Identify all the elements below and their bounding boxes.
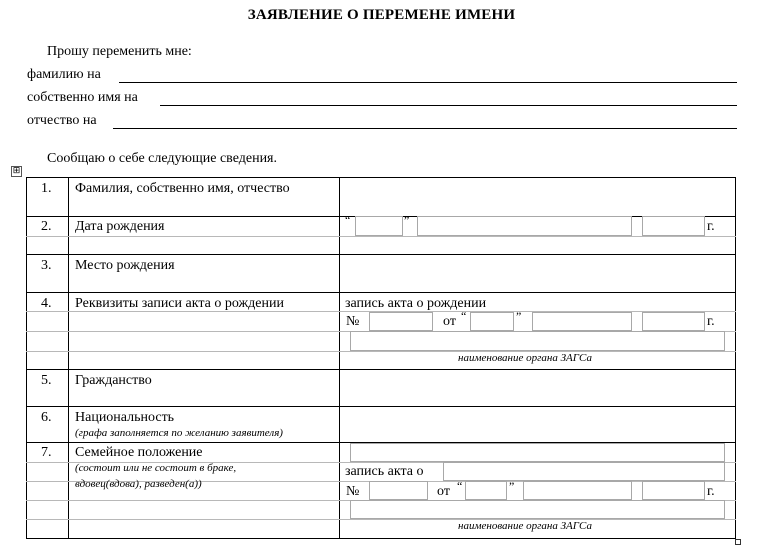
patronymic-label: отчество на [27,113,97,128]
grid-line [26,236,736,237]
new-patronymic-field[interactable] [113,128,737,129]
row-separator [26,292,736,293]
birth-place-value-field[interactable] [341,256,733,291]
new-surname-field[interactable] [119,82,737,83]
marital-record-day-field[interactable] [465,481,507,500]
birth-year-suffix: г. [707,219,715,234]
marital-record-number-sign: № [346,484,360,499]
table-border-left [26,177,27,538]
grid-line [26,519,736,520]
grid-line [26,351,736,352]
row-3-label: Место рождения [75,258,175,273]
marital-record-month-field[interactable] [523,481,632,500]
marital-record-zags-caption: наименование органа ЗАГСа [458,520,592,532]
marital-record-open-quote: “ [457,479,463,493]
birth-record-zags-caption: наименование органа ЗАГСа [458,352,592,364]
marital-record-type-field[interactable] [443,462,725,481]
row-6-note: (графа заполняется по желанию заявителя) [75,427,283,439]
row-4-number: 4. [41,296,52,311]
birth-record-caption: запись акта о рождении [345,296,487,311]
row-3-number: 3. [41,258,52,273]
marital-record-close-quote: ” [509,479,515,493]
row-1-label: Фамилия, собственно имя, отчество [75,181,290,196]
birth-day-close-quote: ” [404,213,410,227]
table-border-bottom [26,538,736,539]
marital-record-caption: запись акта о [345,464,424,479]
row-7-note-line2: вдовец(вдова), разведен(а)) [75,478,202,490]
row-6-label: Национальность [75,410,175,425]
row-5-number: 5. [41,373,52,388]
row-separator [26,254,736,255]
marital-status-field[interactable] [350,443,725,462]
birth-record-day-field[interactable] [470,312,514,331]
row-7-label: Семейное положение [75,445,203,460]
page-title: ЗАЯВЛЕНИЕ О ПЕРЕМЕНЕ ИМЕНИ [247,7,516,23]
marital-record-zags-field[interactable] [350,500,725,519]
birth-month-field[interactable] [417,216,632,236]
marital-record-from: от [437,484,450,499]
row-1-number: 1. [41,181,52,196]
row-2-label: Дата рождения [75,219,165,234]
name-label: собственно имя на [27,90,138,105]
nationality-value-field[interactable] [341,408,733,441]
row-separator [26,406,736,407]
birth-record-number-sign: № [346,314,360,329]
birth-record-from: от [443,314,456,329]
row-5-label: Гражданство [75,373,152,388]
table-border-top [26,177,736,178]
birth-record-month-field[interactable] [532,312,632,331]
birth-day-open-quote: “ [345,213,351,227]
request-intro: Прошу переменить мне: [47,44,192,59]
birth-record-year-field[interactable] [642,312,705,331]
birth-record-open-quote: “ [461,309,467,323]
marital-record-year-field[interactable] [642,481,705,500]
table-col-divider-1 [68,177,69,538]
row-7-note-line1: (состоит или не состоит в браке, [75,462,237,474]
birth-record-year-suffix: г. [707,314,715,329]
birth-record-zags-field[interactable] [350,331,725,351]
full-name-value-field[interactable] [341,179,733,214]
birth-record-number-field[interactable] [369,312,433,331]
row-6-number: 6. [41,410,52,425]
row-separator [26,369,736,370]
surname-label: фамилию на [27,67,101,82]
info-intro: Сообщаю о себе следующие сведения. [47,151,277,166]
row-2-number: 2. [41,219,52,234]
birth-day-field[interactable] [355,216,403,236]
table-border-right [735,177,736,538]
row-4-label: Реквизиты записи акта о рождении [75,296,284,311]
table-resize-handle[interactable] [735,539,741,545]
table-move-handle-icon[interactable]: ⊞ [12,166,21,176]
birth-year-field[interactable] [642,216,705,236]
birth-record-close-quote: ” [516,309,522,323]
citizenship-value-field[interactable] [341,371,733,405]
marital-record-number-field[interactable] [369,481,428,500]
new-name-field[interactable] [160,105,737,106]
row-7-number: 7. [41,445,52,460]
table-col-divider-2 [339,177,340,538]
marital-record-year-suffix: г. [707,484,715,499]
